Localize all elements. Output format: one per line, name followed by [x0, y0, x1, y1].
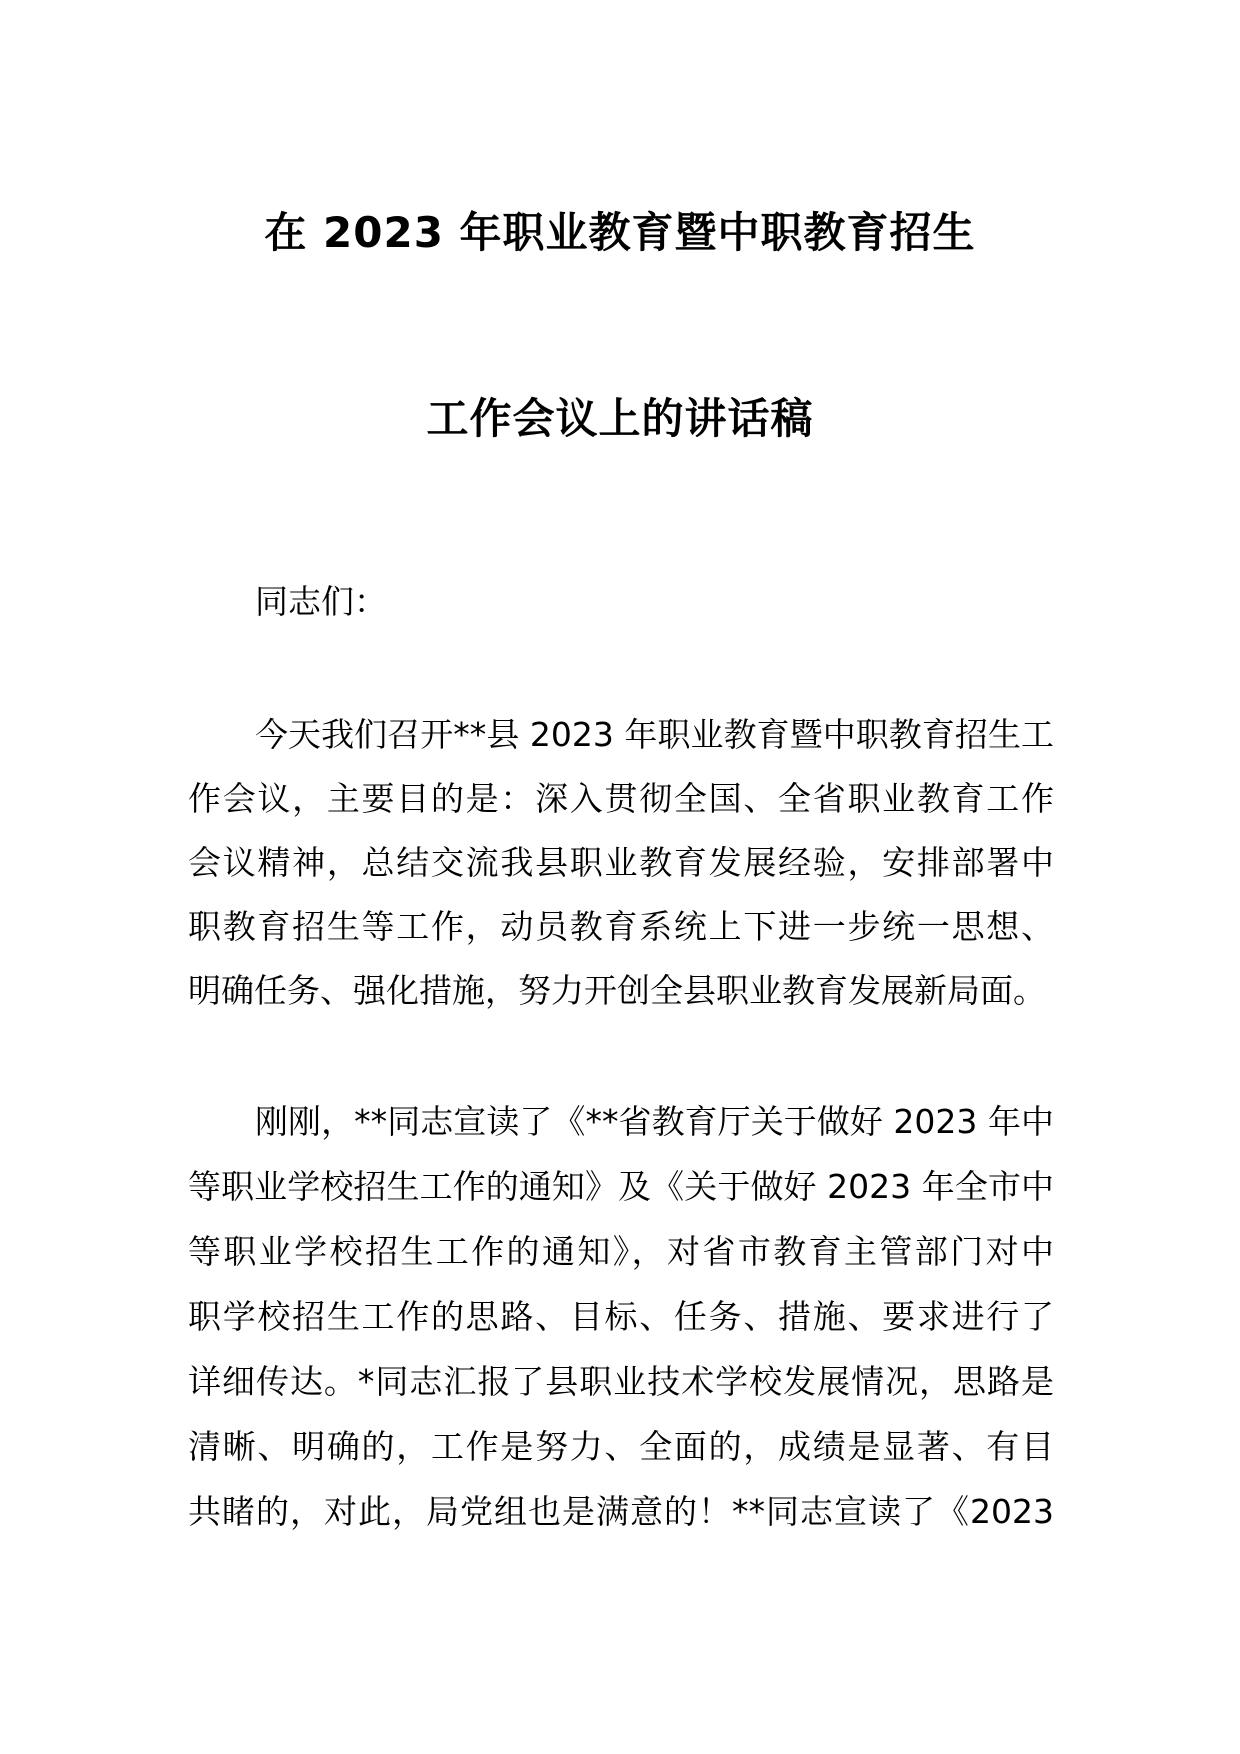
paragraph-2-line-4: 职学校招生工作的思路、目标、任务、措施、要求进行了 [188, 1297, 1054, 1336]
paragraph-2-line-6: 清晰、明确的，工作是努力、全面的，成绩是显著、有目 [188, 1427, 1054, 1466]
paragraph-1-line-2: 作会议，主要目的是：深入贯彻全国、全省职业教育工作 [188, 779, 1054, 818]
document-title-line-1: 在 2023 年职业教育暨中职教育招生 [264, 208, 976, 257]
paragraph-1-line-3: 会议精神，总结交流我县职业教育发展经验，安排部署中 [188, 843, 1054, 882]
paragraph-2-line-3: 等职业学校招生工作的通知》，对省市教育主管部门对中 [188, 1232, 1054, 1271]
paragraph-1-line-1: 今天我们召开**县 2023 年职业教育暨中职教育招生工 [255, 715, 1054, 754]
paragraph-1-line-5: 明确任务、强化措施，努力开创全县职业教育发展新局面。 [188, 971, 1046, 1010]
document-title-line-2: 工作会议上的讲话稿 [426, 394, 814, 443]
paragraph-2-line-7: 共睹的，对此，局党组也是满意的！**同志宣读了《2023 [188, 1492, 1054, 1531]
paragraph-2-line-2: 等职业学校招生工作的通知》及《关于做好 2023 年全市中 [188, 1167, 1054, 1206]
paragraph-1-line-4: 职教育招生等工作，动员教育系统上下进一步统一思想、 [188, 907, 1054, 946]
greeting: 同志们： [255, 582, 387, 621]
paragraph-2-line-1: 刚刚，**同志宣读了《**省教育厅关于做好 2023 年中 [255, 1102, 1054, 1141]
paragraph-2-line-5: 详细传达。*同志汇报了县职业技术学校发展情况，思路是 [188, 1362, 1054, 1401]
